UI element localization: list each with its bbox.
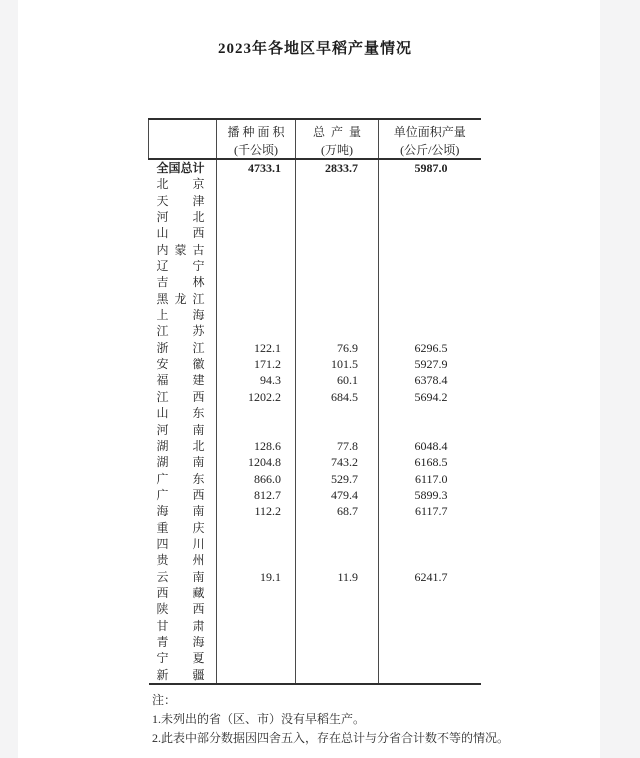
sown-area-cell [217, 225, 296, 241]
total-output-cell [296, 405, 379, 421]
total-output-cell: 101.5 [296, 356, 379, 372]
table-row [149, 159, 481, 176]
sown-area-cell: 122.1 [217, 340, 296, 356]
region-name: 河北 [156, 210, 205, 225]
sown-area-cell [217, 307, 296, 323]
table-row [149, 422, 481, 438]
region-name: 宁夏 [156, 651, 205, 666]
region-name: 上海 [156, 308, 205, 323]
region-name: 青海 [156, 634, 205, 649]
unit-yield-cell [379, 552, 481, 568]
region-name: 重庆 [156, 520, 205, 535]
region-name: 黑龙江 [156, 291, 205, 306]
table-row [149, 372, 481, 388]
total-output-cell [296, 258, 379, 274]
region-cell [149, 176, 217, 192]
table-row [149, 291, 481, 307]
total-output-cell [296, 274, 379, 290]
sown-area-cell: 4733.1 [217, 159, 296, 176]
region-name: 浙江 [156, 340, 205, 355]
sown-area-cell [217, 552, 296, 568]
sown-area-cell [217, 405, 296, 421]
unit-yield-cell [379, 601, 481, 617]
unit-yield-cell [379, 650, 481, 666]
sown-area-cell [217, 601, 296, 617]
table-row [149, 520, 481, 536]
total-output-cell [296, 585, 379, 601]
production-table [148, 118, 481, 685]
unit-yield-cell: 5899.3 [379, 487, 481, 503]
total-output-cell [296, 209, 379, 225]
region-cell [149, 618, 217, 634]
table-row [149, 618, 481, 634]
sown-area-cell [217, 193, 296, 209]
header-total-output-label: 总 产 量 [312, 124, 361, 139]
region-cell [149, 667, 217, 684]
sown-area-cell [217, 422, 296, 438]
header-row [149, 119, 481, 159]
header-unit-yield-label: 单位面积产量 [393, 124, 466, 139]
table-row [149, 274, 481, 290]
region-cell [149, 503, 217, 519]
unit-yield-cell [379, 291, 481, 307]
table-row [149, 323, 481, 339]
region-name: 湖北 [156, 438, 205, 453]
table-row [149, 634, 481, 650]
unit-yield-cell [379, 634, 481, 650]
header-sown-area-label: 播 种 面 积 [227, 124, 285, 139]
table-row [149, 536, 481, 552]
total-output-cell [296, 618, 379, 634]
region-cell [149, 422, 217, 438]
region-name: 贵州 [156, 553, 205, 568]
sown-area-cell: 1204.8 [217, 454, 296, 470]
table-row [149, 307, 481, 323]
unit-yield-cell [379, 585, 481, 601]
page-title: 2023年各地区早稻产量情况 [217, 41, 412, 57]
unit-yield-cell [379, 323, 481, 339]
unit-yield-cell: 6241.7 [379, 569, 481, 585]
region-name: 广西 [156, 487, 205, 502]
unit-yield-cell [379, 405, 481, 421]
header-unit-yield-unit: (公斤/公顷) [400, 142, 460, 157]
table-row [149, 389, 481, 405]
total-output-cell [296, 307, 379, 323]
region-name: 海南 [156, 504, 205, 519]
total-output-cell [296, 634, 379, 650]
unit-yield-cell: 6168.5 [379, 454, 481, 470]
table-row [149, 258, 481, 274]
region-name: 内蒙古 [156, 242, 205, 257]
region-name: 甘肃 [156, 618, 205, 633]
total-output-cell [296, 323, 379, 339]
table-row [149, 340, 481, 356]
unit-yield-cell: 5987.0 [379, 159, 481, 176]
sown-area-cell [217, 323, 296, 339]
sown-area-cell: 171.2 [217, 356, 296, 372]
total-output-cell [296, 193, 379, 209]
region-cell [149, 650, 217, 666]
region-name: 北京 [156, 177, 205, 192]
total-output-cell: 684.5 [296, 389, 379, 405]
table-row [149, 356, 481, 372]
header-col-unit-yield [379, 119, 481, 159]
region-name: 河南 [156, 422, 205, 437]
unit-yield-cell [379, 193, 481, 209]
region-cell [149, 274, 217, 290]
region-cell [149, 159, 217, 176]
region-name: 天津 [156, 193, 205, 208]
sown-area-cell: 128.6 [217, 438, 296, 454]
total-output-cell [296, 520, 379, 536]
region-cell [149, 454, 217, 470]
region-name: 山东 [156, 406, 205, 421]
region-cell [149, 193, 217, 209]
unit-yield-cell [379, 209, 481, 225]
note-line: 2.此表中部分数据因四舍五入，存在总计与分省合计数不等的情况。 [152, 731, 510, 746]
notes-label: 注： [152, 693, 177, 707]
sown-area-cell: 1202.2 [217, 389, 296, 405]
total-output-cell: 479.4 [296, 487, 379, 503]
region-cell [149, 209, 217, 225]
unit-yield-cell [379, 176, 481, 192]
region-cell [149, 438, 217, 454]
table-row [149, 667, 481, 684]
table-body [149, 159, 481, 684]
table-row [149, 405, 481, 421]
sown-area-cell [217, 209, 296, 225]
notes [152, 691, 510, 749]
region-cell [149, 225, 217, 241]
unit-yield-cell [379, 258, 481, 274]
region-name: 广东 [156, 471, 205, 486]
unit-yield-cell: 6117.0 [379, 471, 481, 487]
region-cell [149, 389, 217, 405]
region-name: 陕西 [156, 602, 205, 617]
region-cell [149, 291, 217, 307]
total-output-cell: 76.9 [296, 340, 379, 356]
unit-yield-cell: 6378.4 [379, 372, 481, 388]
unit-yield-cell: 6048.4 [379, 438, 481, 454]
region-name: 湖南 [156, 455, 205, 470]
note-line: 1.未列出的省（区、市）没有早稻生产。 [152, 712, 366, 727]
region-cell [149, 405, 217, 421]
sown-area-cell: 19.1 [217, 569, 296, 585]
unit-yield-cell [379, 274, 481, 290]
region-name: 西藏 [156, 585, 205, 600]
header-col-region [149, 119, 217, 159]
unit-yield-cell: 5927.9 [379, 356, 481, 372]
sown-area-cell [217, 258, 296, 274]
table-row [149, 438, 481, 454]
total-output-cell: 529.7 [296, 471, 379, 487]
sown-area-cell [217, 585, 296, 601]
region-cell [149, 258, 217, 274]
header-total-output-unit: (万吨) [321, 142, 353, 157]
table-row [149, 503, 481, 519]
table-row [149, 585, 481, 601]
unit-yield-cell: 6117.7 [379, 503, 481, 519]
sown-area-cell: 866.0 [217, 471, 296, 487]
total-output-cell [296, 650, 379, 666]
table-row [149, 242, 481, 258]
table-row [149, 552, 481, 568]
total-output-cell [296, 667, 379, 684]
region-cell [149, 634, 217, 650]
region-name: 江苏 [156, 324, 205, 339]
total-output-cell [296, 176, 379, 192]
total-output-cell [296, 291, 379, 307]
region-cell [149, 569, 217, 585]
table-content [148, 118, 510, 749]
unit-yield-cell [379, 307, 481, 323]
region-name: 全国总计 [156, 161, 205, 175]
table-row [149, 209, 481, 225]
region-cell [149, 307, 217, 323]
region-name: 福建 [156, 373, 205, 388]
sown-area-cell [217, 176, 296, 192]
total-output-cell [296, 536, 379, 552]
unit-yield-cell [379, 242, 481, 258]
region-name: 新疆 [156, 667, 205, 682]
sown-area-cell: 812.7 [217, 487, 296, 503]
unit-yield-cell [379, 520, 481, 536]
table-row [149, 650, 481, 666]
header-region-line1 [149, 138, 216, 140]
unit-yield-cell [379, 618, 481, 634]
total-output-cell: 2833.7 [296, 159, 379, 176]
total-output-cell: 743.2 [296, 454, 379, 470]
unit-yield-cell [379, 422, 481, 438]
table-row [149, 601, 481, 617]
sown-area-cell [217, 520, 296, 536]
region-cell [149, 356, 217, 372]
table-header [149, 119, 481, 159]
total-output-cell [296, 225, 379, 241]
region-cell [149, 340, 217, 356]
header-col-sown-area [217, 119, 296, 159]
total-output-cell [296, 552, 379, 568]
region-cell [149, 487, 217, 503]
table-row [149, 176, 481, 192]
region-name: 山西 [156, 226, 205, 241]
document-page [18, 0, 600, 758]
region-cell [149, 242, 217, 258]
sown-area-cell [217, 667, 296, 684]
sown-area-cell [217, 291, 296, 307]
region-name: 辽宁 [156, 259, 205, 274]
total-output-cell [296, 422, 379, 438]
total-output-cell: 77.8 [296, 438, 379, 454]
total-output-cell [296, 242, 379, 258]
table-row [149, 569, 481, 585]
header-col-total-output [296, 119, 379, 159]
unit-yield-cell: 6296.5 [379, 340, 481, 356]
region-cell [149, 372, 217, 388]
unit-yield-cell: 5694.2 [379, 389, 481, 405]
sown-area-cell: 94.3 [217, 372, 296, 388]
sown-area-cell [217, 634, 296, 650]
header-sown-area-unit: (千公顷) [234, 142, 278, 157]
unit-yield-cell [379, 536, 481, 552]
sown-area-cell: 112.2 [217, 503, 296, 519]
table-row [149, 487, 481, 503]
unit-yield-cell [379, 225, 481, 241]
sown-area-cell [217, 618, 296, 634]
table-row [149, 454, 481, 470]
sown-area-cell [217, 274, 296, 290]
total-output-cell: 11.9 [296, 569, 379, 585]
region-cell [149, 585, 217, 601]
region-cell [149, 520, 217, 536]
table-row [149, 193, 481, 209]
region-name: 江西 [156, 389, 205, 404]
region-cell [149, 323, 217, 339]
unit-yield-cell [379, 667, 481, 684]
table-row [149, 225, 481, 241]
region-cell [149, 601, 217, 617]
region-cell [149, 536, 217, 552]
table-row [149, 471, 481, 487]
sown-area-cell [217, 536, 296, 552]
sown-area-cell [217, 650, 296, 666]
total-output-cell: 60.1 [296, 372, 379, 388]
total-output-cell [296, 601, 379, 617]
region-name: 四川 [156, 536, 205, 551]
region-name: 吉林 [156, 275, 205, 290]
sown-area-cell [217, 242, 296, 258]
total-output-cell: 68.7 [296, 503, 379, 519]
region-name: 云南 [156, 569, 205, 584]
region-cell [149, 552, 217, 568]
region-cell [149, 471, 217, 487]
region-name: 安徽 [156, 357, 205, 372]
